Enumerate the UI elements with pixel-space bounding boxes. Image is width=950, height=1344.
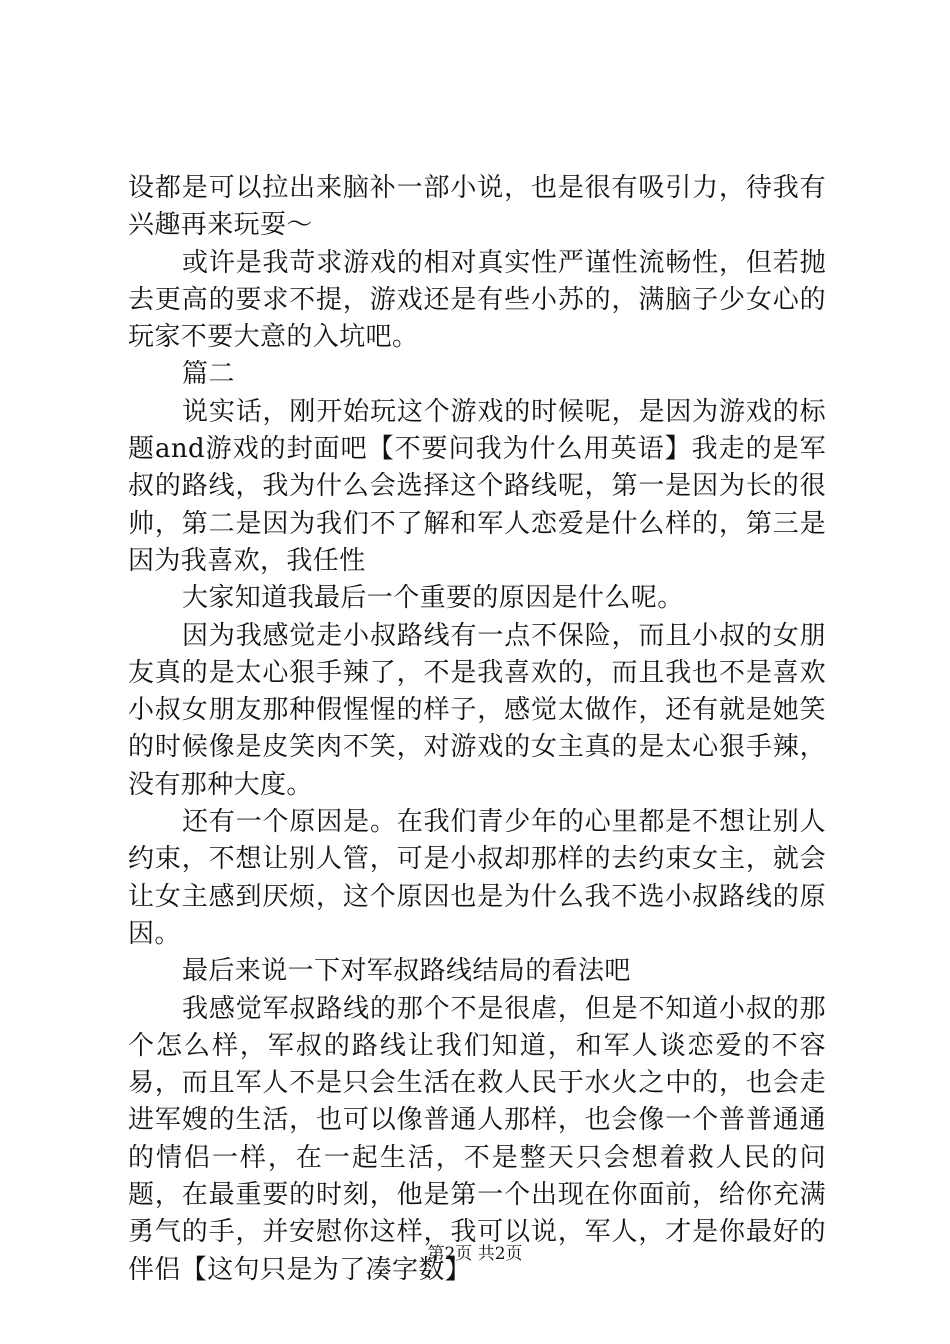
document-body — [128, 170, 826, 1289]
paragraph-continuation: 设都是可以拉出来脑补一部小说，也是很有吸引力，待我有兴趣再来玩耍～ — [128, 173, 826, 241]
paragraph: 或许是我苛求游戏的相对真实性严谨性流畅性，但若抛去更高的要求不提，游戏还是有些小苏的，满脑子少女心的玩家不要大意的入坑吧。 — [128, 247, 826, 353]
paragraph: 我感觉军叔路线的那个不是很虐，但是不知道小叔的那个怎么样，军叔的路线让我们知道，和军人谈恋爱的不容易，而且军人不是只会生活在救人民于水火之中的，也会走进军嫂的生活，也可以像普通人那样，也会像一个普普通通的情侣一样，在一起生活，不是整天只会想着救人民的问题，在最重要的时刻，他是第一个出现在你面前，给你充满勇气的手，并安慰你这样，我可以说，军人，才是你最好的伴侣【这句只是为了凑字数】 — [128, 993, 826, 1285]
page-footer: 第2页 共2页 — [427, 1244, 523, 1264]
paragraph: 还有一个原因是。在我们青少年的心里都是不想让别人约束，不想让别人管，可是小叔却那样的去约束女主，就会让女主感到厌烦，这个原因也是为什么我不选小叔路线的原因。 — [128, 807, 826, 949]
paragraph: 说实话，刚开始玩这个游戏的时候呢，是因为游戏的标题and游戏的封面吧【不要问我为什么用英语】我走的是军叔的路线，我为什么会选择这个路线呢，第一是因为长的很帅，第二是因为我们不了解和军人恋爱是什么样的，第三是因为我喜欢，我任性 — [128, 396, 826, 576]
paragraph: 因为我感觉走小叔路线有一点不保险，而且小叔的女朋友真的是太心狠手辣了，不是我喜欢的，而且我也不是喜欢小叔女朋友那种假惺惺的样子，感觉太做作，还有就是她笑的时候像是皮笑肉不笑，对游戏的女主真的是太心狠手辣，没有那种大度。 — [128, 620, 826, 800]
paragraph: 最后来说一下对军叔路线结局的看法吧 — [182, 956, 631, 987]
section-heading: 篇二 — [182, 359, 235, 390]
paragraph: 大家知道我最后一个重要的原因是什么呢。 — [182, 583, 684, 614]
